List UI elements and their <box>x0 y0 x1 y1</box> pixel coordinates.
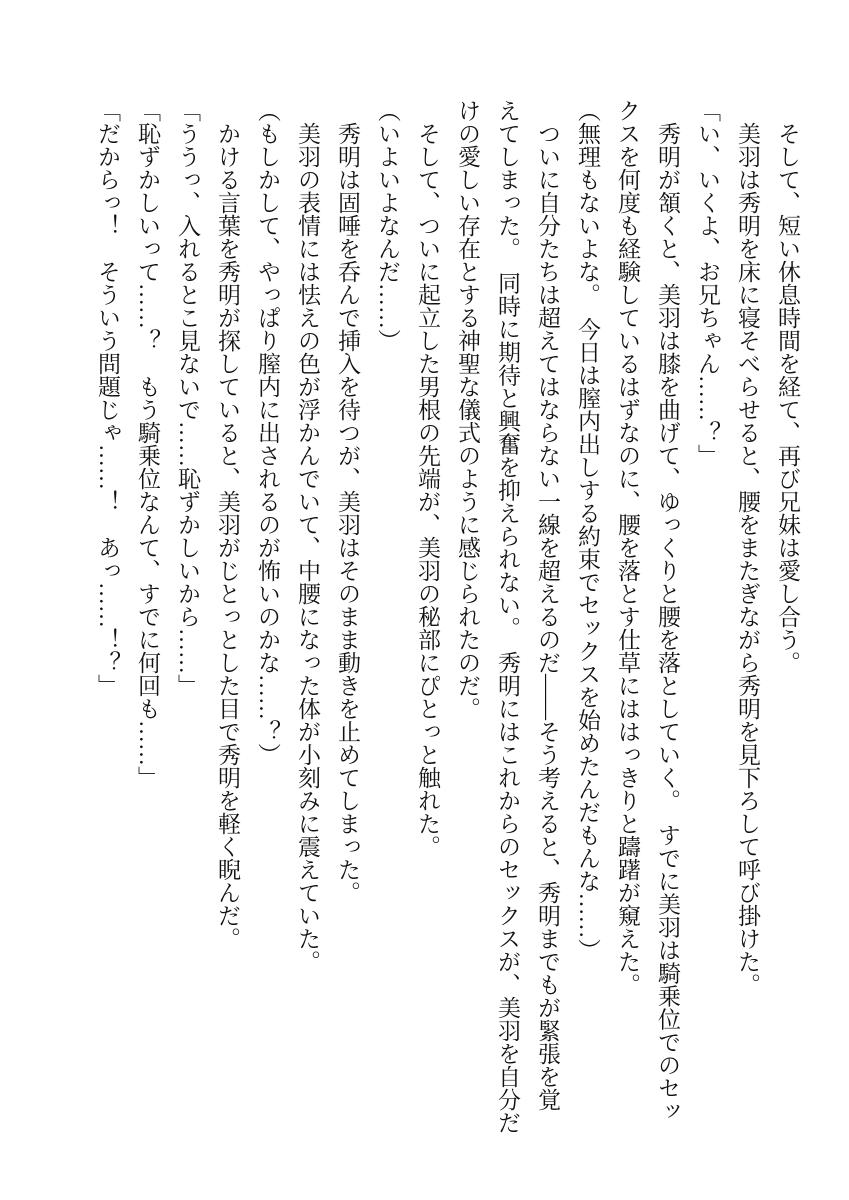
text-line: そして、短い休息時間を経て、再び兄妹は愛し合う。 <box>775 122 800 674</box>
text-line: ついに自分たちは超えてはならない一線を超えるのだ――そう考えると、秀明までもが緊張を覚 <box>535 122 560 1111</box>
text-line: 秀明は固唾を呑んで挿入を待つが、美羽はそのまま動きを止めてしまった。 <box>335 122 360 904</box>
text-line-thought: （いよいよなんだ……） <box>375 99 400 352</box>
vertical-text-block <box>87 99 807 1185</box>
text-line: 秀明が頷くと、美羽は膝を曲げて、ゆっくりと腰を落としていく。 すでに美羽は騎乗位でのセッ <box>655 122 680 1123</box>
text-line: そして、ついに起立した男根の先端が、美羽の秘部にぴとっと触れた。 <box>415 122 440 858</box>
text-line-dialogue: 「だからっ！ そういう問題じゃ……！ あっ……！？」 <box>95 99 120 697</box>
text-line: 美羽の表情には怯えの色が浮かんでいて、中腰になった体が小刻みに震えていた。 <box>295 122 320 973</box>
text-line-dialogue: 「い、いくよ、お兄ちゃん……？」 <box>695 99 720 467</box>
text-line: えてしまった。 同時に期待と興奮を抑えられない。 秀明にはこれからのセックスが、美羽を自分だ <box>495 99 520 1134</box>
text-line: クスを何度も経験しているはずなのに、腰を落とす仕草にははっきりと躊躇が窺えた。 <box>615 99 640 996</box>
text-line-thought: （無理もないよな。 今日は膣内出しする約束でセックスを始めたんだもんな……） <box>575 99 600 962</box>
text-line-dialogue: 「ううっ、入れるとこ見ないで……恥ずかしいから……」 <box>175 99 200 697</box>
text-line: かける言葉を秀明が探していると、美羽がじとっとした目で秀明を軽く睨んだ。 <box>215 122 240 950</box>
text-line: けの愛しい存在とする神聖な儀式のように感じられたのだ。 <box>455 99 480 720</box>
text-line-dialogue: 「恥ずかしいって……？ もう騎乗位なんて、すでに何回も……」 <box>135 99 160 789</box>
text-line-thought: （もしかして、やっぱり膣内に出されるのが怖いのかな……？） <box>255 99 280 766</box>
text-line: 美羽は秀明を床に寝そべらせると、腰をまたぎながら秀明を見下ろして呼び掛けた。 <box>735 122 760 996</box>
